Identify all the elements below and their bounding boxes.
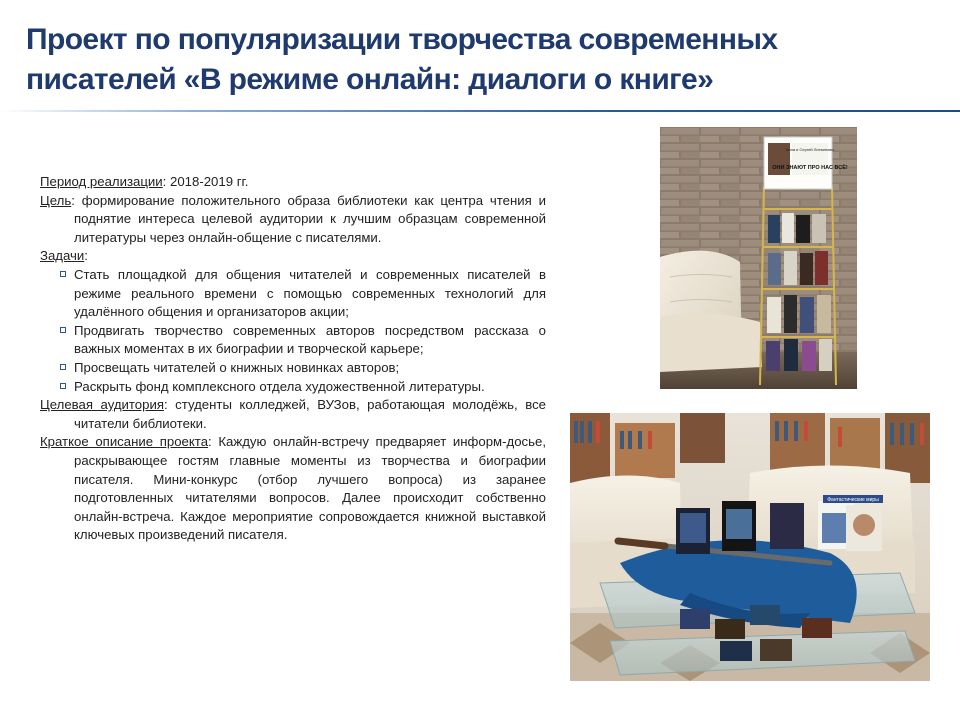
goal-value: : формирование положительного образа библиотеки как центра чтения и поднятие интереса целевой аудитории к лучшим образцам современной литературы через онлайн-общение с писателями. bbox=[71, 192, 546, 245]
description-label: Краткое описание проекта bbox=[40, 434, 209, 450]
tasks-list bbox=[40, 266, 546, 396]
task-text: Продвигать творчество современных авторов посредством рассказа о важных моментах в их биографии и творческой карьере; bbox=[74, 322, 546, 357]
goal-paragraph bbox=[40, 192, 546, 248]
slide-title-line2: писателей «В режиме онлайн: диалоги о книге» bbox=[26, 63, 714, 96]
audience-paragraph bbox=[40, 396, 546, 433]
period-value: : 2018-2019 гг. bbox=[162, 174, 249, 189]
audience-label: Целевая аудитория bbox=[40, 397, 164, 413]
audience-value: : студенты колледжей, ВУЗов, работающая молодёжь, все читатели библиотеки. bbox=[74, 397, 547, 431]
list-item bbox=[40, 266, 546, 322]
task-text: Раскрыть фонд комплексного отдела художественной литературы. bbox=[74, 378, 485, 394]
book-rack-image bbox=[660, 127, 857, 389]
description-paragraph bbox=[40, 433, 546, 545]
tasks-heading bbox=[40, 247, 546, 266]
list-item bbox=[40, 322, 546, 359]
rack-poster-text: ОНИ ЗНАЮТ ПРО НАС ВСЁ! bbox=[772, 165, 848, 171]
slide-title bbox=[26, 20, 926, 100]
description-value: : Каждую онлайн-встречу предваряет информ-досье, раскрывающее гостям главные моменты из творчества и биографии писателя. Мини-конкурс (отбор лучшего вопроса) из заранее подготовленных читателями вопросов. Далее происходит собственно онлайн-встреча. Каждое мероприятие сопровождается книжной выставкой ключевых произведений писателя. bbox=[74, 434, 547, 543]
task-text: Стать площадкой для общения читателей и современных писателей в режиме реального времени с помощью современных технологий для удалённого общения и организаторов акции; bbox=[74, 266, 546, 320]
tasks-suffix: : bbox=[84, 248, 88, 264]
square-bullet-icon bbox=[60, 364, 66, 370]
list-item bbox=[40, 378, 546, 397]
list-item bbox=[40, 359, 546, 378]
project-description-text bbox=[40, 173, 546, 545]
square-bullet-icon bbox=[60, 383, 66, 389]
title-underline bbox=[0, 110, 960, 112]
book-exhibition-image bbox=[570, 413, 930, 681]
rack-poster-header: Анна и Сергей Литвиновы bbox=[785, 147, 835, 152]
slide-title-line1: Проект по популяризации творчества современных bbox=[26, 23, 778, 56]
table-poster-text: Фантастические миры bbox=[827, 497, 879, 503]
period-paragraph bbox=[40, 173, 546, 192]
tasks-label: Задачи bbox=[40, 248, 85, 264]
square-bullet-icon bbox=[60, 327, 66, 333]
photo-book-rack bbox=[660, 127, 857, 389]
period-label: Период реализации bbox=[40, 174, 163, 189]
task-text: Просвещать читателей о книжных новинках авторов; bbox=[74, 359, 400, 375]
photo-book-exhibition bbox=[570, 413, 930, 681]
square-bullet-icon bbox=[60, 271, 66, 277]
goal-label: Цель bbox=[40, 192, 72, 208]
